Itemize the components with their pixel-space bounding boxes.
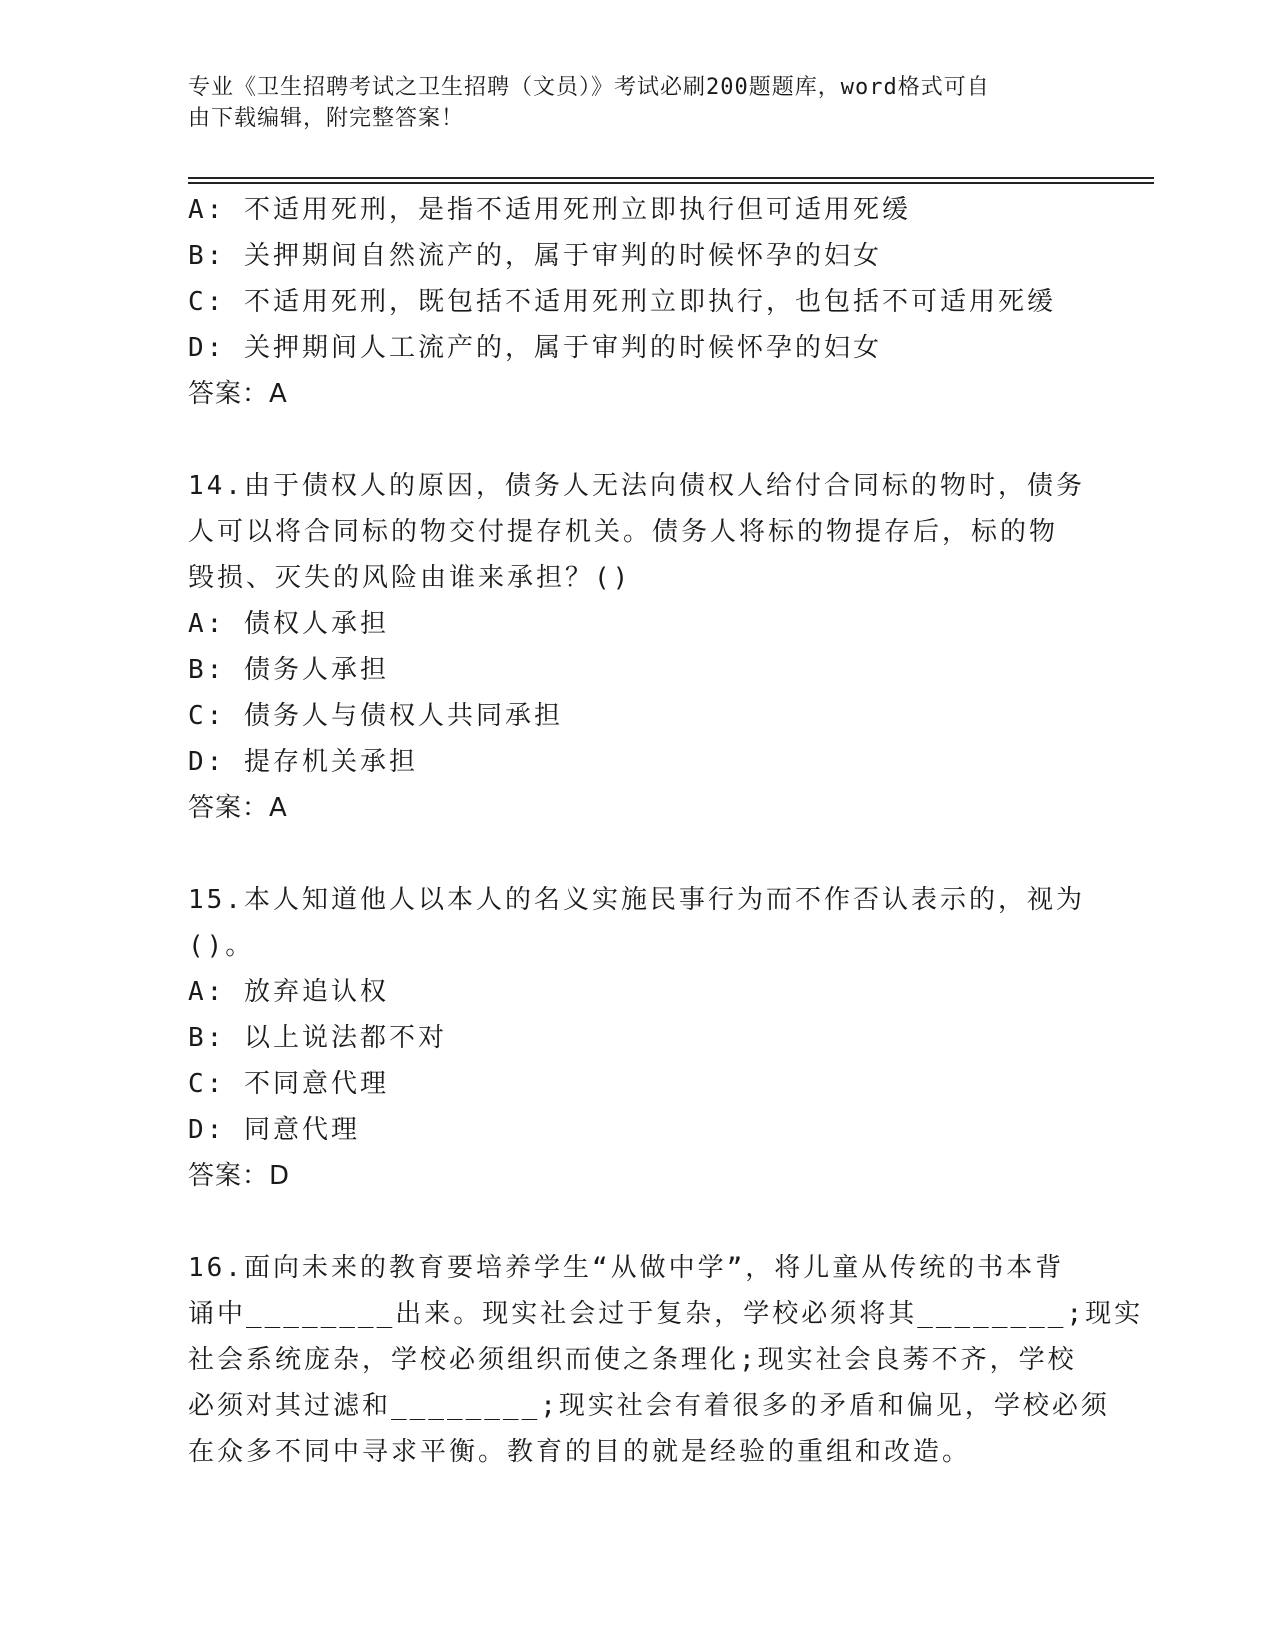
option-d: D: 同意代理 xyxy=(188,1115,360,1145)
option-c: C: 债务人与债权人共同承担 xyxy=(188,701,563,731)
question-text-line: 16.面向未来的教育要培养学生“从做中学”，将儿童从传统的书本背 xyxy=(188,1253,1065,1283)
header-line-1: 专业《卫生招聘考试之卫生招聘（文员）》考试必刷200题题库，word格式可自 xyxy=(188,75,990,100)
question-text-line: 必须对其过滤和________;现实社会有着很多的矛盾和偏见，学校必须 xyxy=(188,1391,1110,1421)
option-d: D: 提存机关承担 xyxy=(188,747,418,777)
spacer xyxy=(188,1199,1088,1245)
option-c: C: 不适用死刑，既包括不适用死刑立即执行，也包括不可适用死缓 xyxy=(188,287,1056,317)
question-15 xyxy=(188,877,1088,1199)
question-13 xyxy=(188,187,1088,417)
option-a: A: 债权人承担 xyxy=(188,609,389,639)
question-text-line: 人可以将合同标的物交付提存机关。债务人将标的物提存后，标的物 xyxy=(188,517,1059,547)
answer-line: 答案：A xyxy=(188,793,288,823)
question-text-line: 毁损、灭失的风险由谁来承担？() xyxy=(188,563,632,593)
question-text-line: ()。 xyxy=(188,931,255,961)
answer-line: 答案：D xyxy=(188,1161,291,1191)
option-d: D: 关押期间人工流产的，属于审判的时候怀孕的妇女 xyxy=(188,333,882,363)
option-a: A: 不适用死刑，是指不适用死刑立即执行但可适用死缓 xyxy=(188,195,911,225)
question-16 xyxy=(188,1245,1144,1475)
option-a: A: 放弃追认权 xyxy=(188,977,389,1007)
option-b: B: 债务人承担 xyxy=(188,655,389,685)
question-14 xyxy=(188,463,1088,831)
header-rule-bottom xyxy=(188,182,1154,184)
spacer xyxy=(188,417,1088,463)
document-body xyxy=(188,187,1144,1475)
option-b: B: 以上说法都不对 xyxy=(188,1023,447,1053)
question-text-line: 在众多不同中寻求平衡。教育的目的就是经验的重组和改造。 xyxy=(188,1437,972,1467)
option-b: B: 关押期间自然流产的，属于审判的时候怀孕的妇女 xyxy=(188,241,882,271)
header-rule-top xyxy=(188,177,1154,179)
header-line-2: 由下载编辑，附完整答案！ xyxy=(188,106,465,131)
question-text-line: 社会系统庞杂，学校必须组织而使之条理化;现实社会良莠不齐，学校 xyxy=(188,1345,1077,1375)
answer-line: 答案：A xyxy=(188,379,288,409)
question-text-line: 诵中________出来。现实社会过于复杂，学校必须将其________;现实 xyxy=(188,1299,1144,1329)
document-header xyxy=(188,72,1068,134)
spacer xyxy=(188,831,1088,877)
option-c: C: 不同意代理 xyxy=(188,1069,389,1099)
question-text-line: 14.由于债权人的原因，债务人无法向债权人给付合同标的物时，债务 xyxy=(188,471,1085,501)
question-text-line: 15.本人知道他人以本人的名义实施民事行为而不作否认表示的，视为 xyxy=(188,885,1085,915)
